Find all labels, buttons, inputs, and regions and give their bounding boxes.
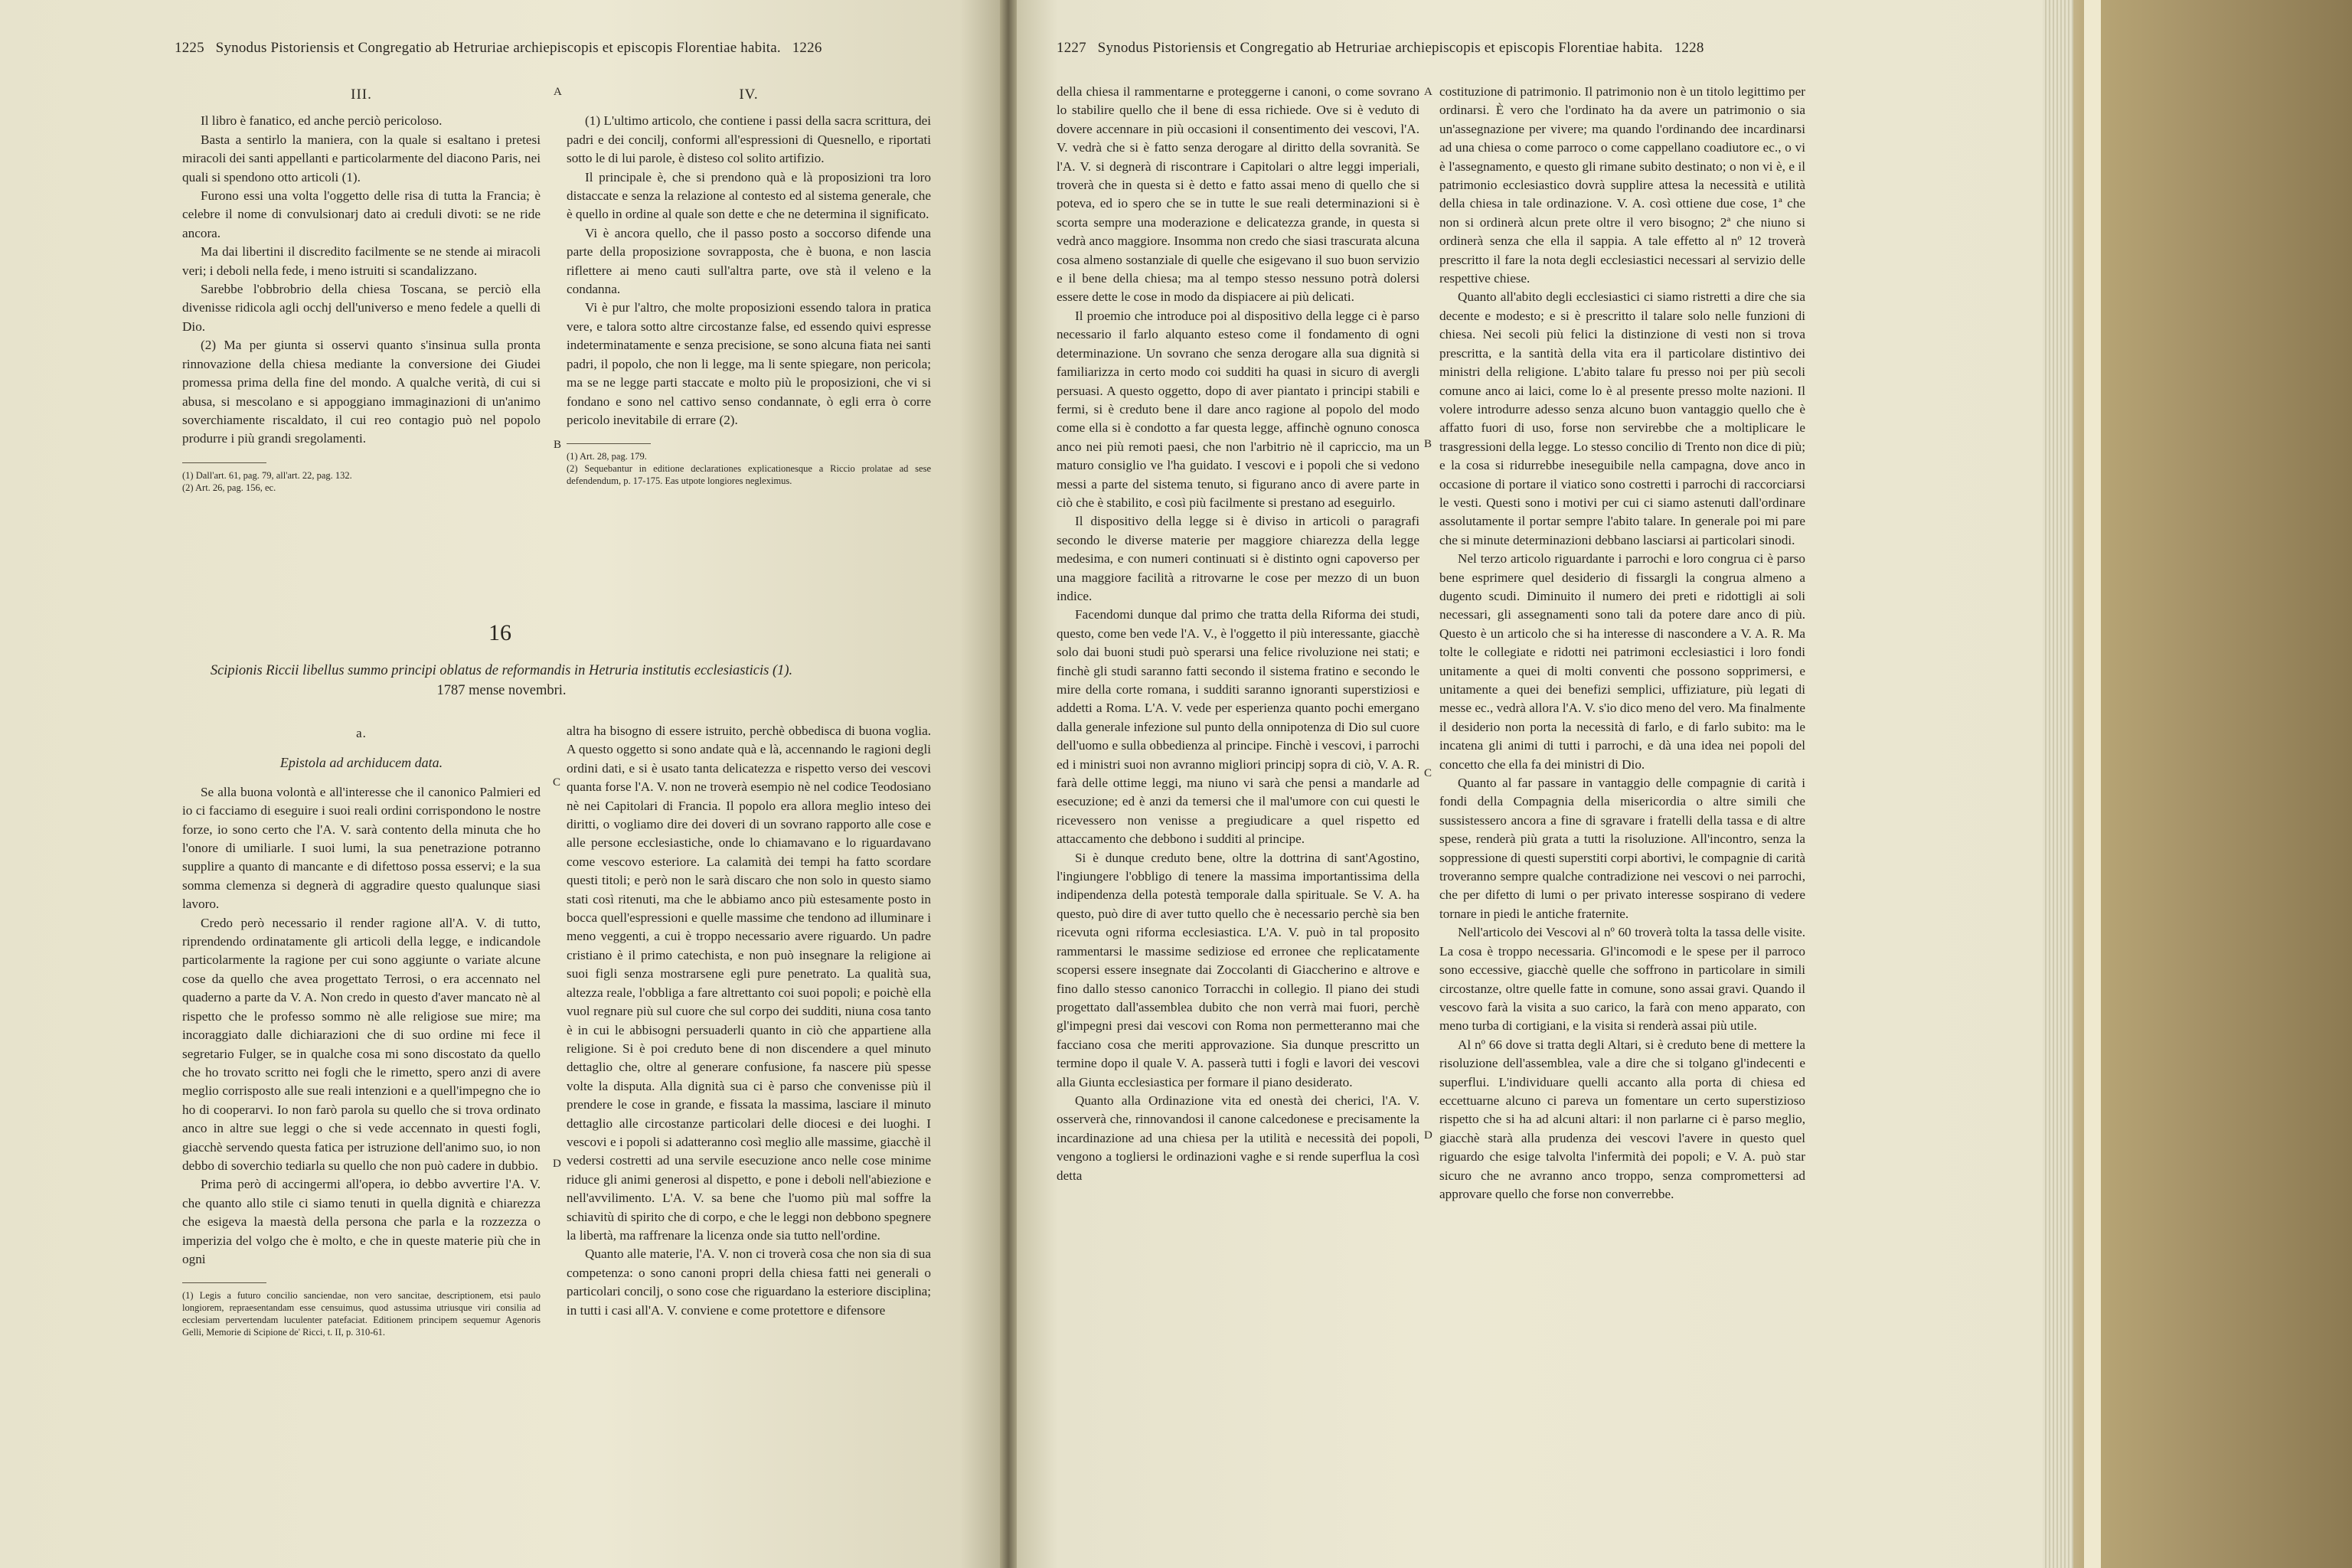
page-number: 1227 [1057, 40, 1086, 56]
book-gutter [1000, 0, 1017, 1568]
margin-letter: A [554, 86, 562, 98]
footnote: (1) Legis a futuro concilio sanciendae, non vero sancitae, descriptionem, etsi paulo longiorem, repraesentandam esse censuimus, quod astussima utriusque viri consilia ad ecclesiam pervertendam luculenter patefaciat. Editionem principem sequemur Agenoris Gelli, Memorie di Scipione de' Ricci, t. II, p. 310-61. [182, 1290, 541, 1338]
footnote: (2) Art. 26, pag. 156, ec. [182, 482, 276, 493]
margin-letter: B [1424, 438, 1432, 450]
column-2 [1439, 83, 1805, 1204]
paragraph: Il proemio che introduce poi al dispositivo della legge ci è parso necessario il farlo alquanto esteso come il fondamento di ogni determinazione. Un sovrano che senza derogare alla sua dignità si familiarizza in certo modo coi sudditi ha quasi in sicuro di avergli persuasi. A questo oggetto, dopo di aver piantato i principi stabili e fermi, si è creduto bene il dare anco ragione al popolo del modo come ella si è condotto a far questa legge, affinchè ognuno conosca anco nei più remoti paesi, che non l'arbitrio nè il capriccio, ma un maturo consiglio ve l'ha guidato. I vescovi e i popoli che si vedono messi a parte del sistema tenuto, si figurano anco di avere parte in ciò che è stabilito, e così più facilmente si prestano ad eseguirlo. [1057, 308, 1419, 510]
paragraph: altra ha bisogno di essere istruito, perchè obbedisca di buona voglia. A questo oggetto si sono andate quà e là, accennando le ragioni degli ordini dati, e si è usato tanta delicatezza e rispetto verso dei vescovi quanta forse l'A. V. non ne troverà esempio nè nel codice Teodosiano nè nei Capitolari di Francia. Il popolo era allora meglio inteso dei diritti, o vogliamo dire dei doveri di un sovrano rapporto alle cose e alle persone ecclesiastiche, onde lo chiamavano e lo riguardavano come vescovo esteriore. La calamità dei tempi ha fatto scordare questi titoli; e però non le sarà discaro che non solo in questo siamo stati così ritenuti, ma che le abbiamo anco più estesamente posto in bocca quell'espressioni e quelle massime che tendono ad illuminare i meno veggenti, a cui è troppo necessario avere riguardo. Un padre cristiano è il primo catechista, e non può insegnare la religione ai suoi figli senza mostrarsene egli pure penetrato. La qualità sua, altezza reale, l'obbliga a fare altrettanto coi suoi popoli; e poichè ella vuol regnare più sul cuore che sul corpo dei sudditi, niuna cosa tanto è in cui le abbisogni persuaderli quanto in ciò che appartiene alla religione. Si è poi creduto bene di non discendere a quel minuto dettaglio che, oltre al generare confusione, fa nascere più spesse volte la disputa. Alla dignità sua ci è parso che convenisse più il prendere le cose in grande, e fissata la massima, lasciare il minuto dettaglio alle circostanze particolari delle diocesi e dei luoghi. I vescovi e i popoli si adatteranno così meglio alle massime, giacchè il vedersi costretti ad una servile esecuzione anco nelle cose minime riduce gli animi generosi al dispetto, e pone i deboli nell'abiezione e nell'avvilimento. L'A. V. sa bene che l'uomo più mal soffre la schiavitù di spirito che di corpo, e che le leggi non debbono spegnere la libertà, ma raffrenare la licenza onde sia tutto nell'ordine. [567, 724, 931, 1243]
paragraph: (2) Ma per giunta si osservi quanto s'insinua sulla pronta rinnovazione della chiesa mediante la conversione dei Giudei promessa prima della fine del mondo. A qualche verità, di cui si abusa, si mescolano e si appoggiano immaginazioni di un'animo soverchiamente riscaldato, il cui reo contagio può nel popolo produrre i più grandi sregolamenti. [182, 338, 541, 446]
section-heading: III. [351, 87, 372, 103]
column-4 [567, 722, 931, 1320]
paragraph: Facendomi dunque dal primo che tratta della Riforma dei studi, questo, come ben vede l'A. V., è l'oggetto il più interessante, giacchè solo dai buoni studi può sperarsi una felice rivoluzione nei stati; e finchè gli studi saranno fatti secondo il sistema fratino e secondo le mire della corte romana, i sudditi saranno ignoranti superstiziosi e addetti a Roma. L'A. V. vede per esperienza quanto pochi emergano dalla generale infezione sul punto della onnipotenza di Dio sul cuore dell'uomo e sulla obbedienza al principe. Finchè i vescovi, i parrochi ed i ministri suoi non avranno migliori principj sopra di ciò, V. A. R. farà delle ottime leggi, ma niuno vi sarà che pensi a mandarle ad esecuzione; ed è anzi da temersi che il mal'umore con cui questi le ricevessero non venisse a pregiudicare a quel rispetto ed attaccamento che debbono i sudditi al principe. [1057, 607, 1419, 847]
column-3 [182, 724, 541, 1338]
running-head [175, 40, 822, 57]
margin-letter: D [553, 1158, 561, 1170]
paragraph: Il libro è fanatico, ed anche perciò pericoloso. [201, 113, 443, 129]
paragraph: Nel terzo articolo riguardante i parrochi e loro congrua ci è parso bene esprimere quel desiderio di fissargli la congrua almeno a dugento scudi. Diminuito il numero dei preti e ridottigli ai soli necessari, gli assegnamenti sono tali da potere dare anco di più. Questo è un articolo che si ha interesse di nascondere a V. A. R. Ma tolte le collegiate e ridotti nei patrimoni ecclesiastici i loro fondi unitamente a quei di molti conventi che possono sopprimersi, e unitamente a quei dei benefizi semplici, uffiziature, più legati di messe ec., vedrà allora l'A. V. s'io dico meno del vero. Ma finalmente il desiderio non porta la necessità di farlo, e di farlo subito: ma le incatena gli animi di tutti i parrochi, e dà una idea nei popoli del concetto che ella fa dei ministri di Dio. [1439, 551, 1805, 772]
paragraph: Quanto alle materie, l'A. V. non ci troverà cosa che non sia di sua competenza: o sono canoni propri della chiesa fatti nei generali o particolari concilj, o sono cose che riguardano la esteriore disciplina; in tutti i casi all'A. V. conviene e come protettore e difensore [567, 1246, 931, 1318]
paragraph: Vi è pur l'altro, che molte proposizioni essendo talora in pratica vere, e talora sotto altre circostanze false, ed essendo quivi espresse indeterminatamente e senza precisione, se sono alcuna fiata nei santi padri, il popolo, che non li legge, ma li sente spiegare, non pericola; ma se ne legge parti staccate e molto più le proposizioni, che vi si fondano e sono nel cattivo senso condannate, ò egli erra ò corre pericolo inevitabile di errare (2). [567, 300, 931, 427]
page-edges [2043, 0, 2073, 1568]
column-1 [182, 86, 541, 494]
paragraph: Quanto al far passare in vantaggio delle compagnie di carità i fondi della Compagnia della misericordia o altre simili che sussistessero ancora a fine di sgravare i fratelli della tassa e di altre spese, renderà più grata a tutti la risoluzione. All'incontro, senza la soppressione di questi superstiti corpi abortivi, le compagnie di carità troveranno sempre qualche contradizione nei vescovi o nei parrochi, che per difetto di lumi o per privato interesse sospirano di vedere tornare in piedi le antiche fraternite. [1439, 776, 1805, 921]
paragraph: della chiesa il rammentarne e proteggerne i canoni, o come sovrano lo stabilire quello che il bene di essa richiede. Ove si è veduto di dovere accennare in più occasioni il consentimento dei vescovi, l'A. V. vedrà che si è fatto senza derogare al diritto della sovranità. Se l'A. V. si degnerà di riscontrare i Capitolari o altre leggi imperiali, troverà che in questa si è detto e fatto assai meno di quello che si poteva, ed io spero che se in tutte le sue reali determinazioni si è scorta sempre una moderazione e delicatezza grande, in questa si vedrà anco maggiore. Insomma non credo che siasi trascurata alcuna cosa almeno sostanziale di quelle che esigevano il suo buon servizio e il bene della chiesa; ma al tempo stesso nessuno potrà dolersi essere dette le cose in modo da dispiacere ai più delicati. [1057, 84, 1419, 305]
column-1 [1057, 83, 1419, 1185]
footnote-rule [567, 443, 651, 444]
document-title-text: Scipionis Riccii libellus summo principi oblatus de reformandis in Hetruria institutis ecclesiasticis (1). [210, 663, 793, 678]
paragraph: Quanto all'abito degli ecclesiastici ci siamo ristretti a dire che sia decente e modesto; e si è prescritto il talare solo nelle funzioni di chiesa. Nei secoli più felici la distinzione di vesti non si trova prescritta, e la santità della vita era il particolare distintivo dei ministri della religione. L'abito talare fu presso noi per più secoli comune anco ai laici, come lo è al presente presso molte nazioni. Il volere introdurre adesso senza alcuno buon vantaggio quello che è affatto fuori di uso, forse non servirebbe che a moltiplicare le trasgressioni della legge. Lo stesso concilio di Trento non dice di più; e la cosa si ridurrebbe ineseguibile nella campagna, dove anco in occasione di portare il viatico sono costretti i parrochi di raccorciarsi le vesti. Questi sono i motivi per cui ci siamo astenuti dall'ordinare assolutamente il portar sempre l'abito talare. In generale poi mi pare che si minute determinazioni debbano lasciarsi ai particolari sinodi. [1439, 289, 1805, 547]
paragraph: Credo però necessario il render ragione all'A. V. di tutto, riprendendo ordinatamente gli articoli della legge, e indicandole particolarmente la ragione per cui sono aggiunte o variate alcune cose da quello che avea progettato Terrosi, o era accennato nel quaderno a parte da V. A. Non credo in questo d'aver mancato nè al rispetto che le professo sommo nè alle religiose sue mire; ma incoraggiato dalle dichiarazioni che di suo ordine mi fece il segretario Fulger, se in qualche cosa mi sono discostato da quello che ho trovato scritto nei fogli che le rimetto, spero anzi di avere meglio corrisposto alle sue reali intenzioni e a quell'impegno che io ho di cooperarvi. Io non farò parola su quello che si trova ordinato anco in altre sue leggi o che si vede accennato in questi fogli, giacchè servendo questa fatica per istruzione dell'animo suo, io non debbo di soverchio tediarla su quello che non può cadere in dubbio. [182, 915, 541, 1173]
paragraph: Se alla buona volontà e all'interesse che il canonico Palmieri ed io ci facciamo di eseguire i suoi reali ordini corrispondono le nostre forze, io sono certo che l'A. V. sarà contento della minuta che ho l'onore di umiliarle. I suoi lumi, la sua penetrazione potranno supplire a quanto di mancante e di difettoso possa esservi; e la sua somma clemenza si degnerà di aggradire questo qualunque siasi lavoro. [182, 784, 541, 912]
column-2 [567, 86, 931, 487]
document-title [184, 661, 819, 701]
paragraph: Quanto alla Ordinazione vita ed onestà dei cherici, l'A. V. osserverà che, rinnovandosi il canone calcedonese e precisamente la incardinazione ad una chiesa per la utilità e necessità dei popoli, vengono a togliersi le ordinazioni vaghe e si rende superflua la così detta [1057, 1093, 1419, 1183]
paragraph: Sarebbe l'obbrobrio della chiesa Toscana, se perciò ella divenisse ridicola agli occhj dell'universo e meno fedele a quelli di Dio. [182, 282, 541, 334]
section-heading: IV. [739, 87, 759, 103]
running-head [1057, 40, 1704, 57]
paragraph: Prima però di accingermi all'opera, io debbo avvertire l'A. V. che quanto allo stile ci siamo tenuti in quella dignità e chiarezza che esigeva la maestà della persona che parla e la rozzezza o imperizia del volgo che è molto, e che in queste materie più che in ogni [182, 1177, 541, 1266]
right-page [1017, 0, 2043, 1568]
section-subheading: Epistola ad archiducem data. [279, 755, 443, 771]
book-cover [2073, 0, 2352, 1568]
margin-letter: A [1424, 86, 1432, 98]
paragraph: Vi è ancora quello, che il passo posto a soccorso difende una parte della proposizione sovrapposta, che è buona, e non lascia riflettere ai meno cauti sull'altra parte, ove stà il veleno e la condanna. [567, 225, 931, 297]
section-letter: a. [356, 726, 367, 740]
paragraph: Il principale è, che si prendono quà e là proposizioni tra loro distaccate e senza la relazione al contesto ed al sistema generale, che è quello in ordine al quale son dette e che ne determina il significato. [567, 169, 931, 222]
footnote-rule [182, 1282, 266, 1283]
left-page [0, 0, 1000, 1568]
paragraph: costituzione di patrimonio. Il patrimonio non è un titolo legittimo per ordinarsi. È vero che l'ordinato ha da avere un patrimonio o sia un'assegnazione per vivere; ma quando l'ordinando dee incardinarsi ad una chiesa o come parroco o come cappellano coadiutore ec., o vi è l'assegnamento, e questo gli rimane subito destinato; o non vi è, e il patrimonio ecclesiastico dovrà supplire attesa la necessità e utilità della chiesa in tale ordinazione. V. A. così ottiene due cose, 1ª che non si ordinerà alcun prete oltre il vero bisogno; 2ª che niuno si ordinerà senza che ella il sappia. A tale effetto al nº 12 troverà prescritto il fare la nota degli ecclesiastici necessari al servizio delle respettive chiese. [1439, 84, 1805, 286]
margin-letter: B [554, 439, 562, 451]
margin-letter: C [553, 776, 561, 789]
header-title: Synodus Pistoriensis et Congregatio ab Hetruriae archiepiscopis et episcopis Florentiae habita. [1097, 40, 1663, 56]
paragraph: (1) L'ultimo articolo, che contiene i passi della sacra scrittura, dei padri e dei concilj, conformi all'espressioni di Quesnello, e riportati sotto le di lui parole, è disteso col solito artifizio. [567, 113, 931, 166]
page-number: 1226 [792, 40, 822, 56]
page-number: 1228 [1674, 40, 1704, 56]
footnote: (1) Art. 28, pag. 179. [567, 451, 647, 462]
margin-letter: D [1424, 1129, 1432, 1142]
footnote-rule [182, 462, 266, 463]
paragraph: Il dispositivo della legge si è diviso in articoli o paragrafi secondo le diverse materie per maggiore chiarezza della legge medesima, e con numeri continuati si è distinto ogni capoverso per una maggiore facilità a ritrovarne le cose per mezzo di un buon indice. [1057, 514, 1419, 603]
document-date: 1787 mense novembri. [436, 683, 567, 698]
cover-inner-strip [2084, 0, 2101, 1568]
footnote: (2) Sequebantur in editione declarationes explicationesque a Riccio prolatae ad sese defendendum, p. 17-175. Eas utpote longiores negleximus. [567, 463, 931, 487]
paragraph: Furono essi una volta l'oggetto delle risa di tutta la Francia; è celebre il nome di convulsionarj dato ai creduli divoti: se ne ride ancora. [182, 188, 541, 240]
paragraph: Al nº 66 dove si tratta degli Altari, si è creduto bene di mettere la risoluzione dell'assemblea, vale a dire che si tolgano gl'indecenti e superflui. L'individuare quelli accanto alla porta di chiesa ed eccettuarne alcuno ci pareva un fomentare un certo superstizioso rispetto che si ha ad alcuni altari: il non parlarne ci è parso meglio, giacchè starà alla prudenza dei vescovi l'avere in questo quel riguardo che esige talvolta l'infermità dei popoli; e V. A. può star sicuro che ne avranno anco troppo, senza compromettersi ad approvare quello che forse non converrebbe. [1439, 1037, 1805, 1201]
paragraph: Basta a sentirlo la maniera, con la quale si esaltano i pretesi miracoli dei santi appellanti e particolarmente del diacono Paris, nei quali si spendono otto articoli (1). [182, 132, 541, 185]
header-title: Synodus Pistoriensis et Congregatio ab Hetruriae archiepiscopis et episcopis Florentiae habita. [215, 40, 781, 56]
paragraph: Si è dunque creduto bene, oltre la dottrina di sant'Agostino, l'ingiungere l'obbligo di tenere la massima importantissima della indipendenza della potestà temporale dalla spirituale. Se V. A. ha questo, può dire di aver tutto quello che è necessario perchè sia ben ricevuta ogni riforma ecclesiastica. L'A. V. può in tal proposito rammentarsi le massime sediziose ed erronee che replicatamente scopersi essere insegnate dai Zoccolanti di Giaccherino e altrove e fino dallo stesso canonico Torracchi in collegio. Il piano dei studi progettato dall'assemblea dubito che non verrà mai fuori, perchè gl'impegni presi dai vescovi con Roma non permetteranno mai che facciano cosa che meriti approvazione. Sia dunque prescritto un termine dopo il quale V. A. passerà tutti i fogli e lavori dei vescovi alla Giunta ecclesiastica per formare il piano desiderato. [1057, 850, 1419, 1089]
document-number: 16 [488, 620, 511, 645]
paragraph: Nell'articolo dei Vescovi al nº 60 troverà tolta la tassa delle visite. La cosa è troppo necessaria. Gl'incomodi e le spese per il parroco sono eccessive, giacchè quelle che soffrono in particolare in simili circostanze, oltre quelle fatte in comune, sono assai gravi. Quando il vescovo farà la visita a suo carico, la farà con meno apparato, con meno turba di cortigiani, e la visita si renderà assai più utile. [1439, 925, 1805, 1034]
page-number: 1225 [175, 40, 204, 56]
footnote: (1) Dall'art. 61, pag. 79, all'art. 22, pag. 132. [182, 469, 352, 481]
paragraph: Ma dai libertini il discredito facilmente se ne stende ai miracoli veri; i deboli nella fede, i meno istruiti si scandalizzano. [182, 244, 541, 278]
margin-letter: C [1424, 767, 1432, 779]
